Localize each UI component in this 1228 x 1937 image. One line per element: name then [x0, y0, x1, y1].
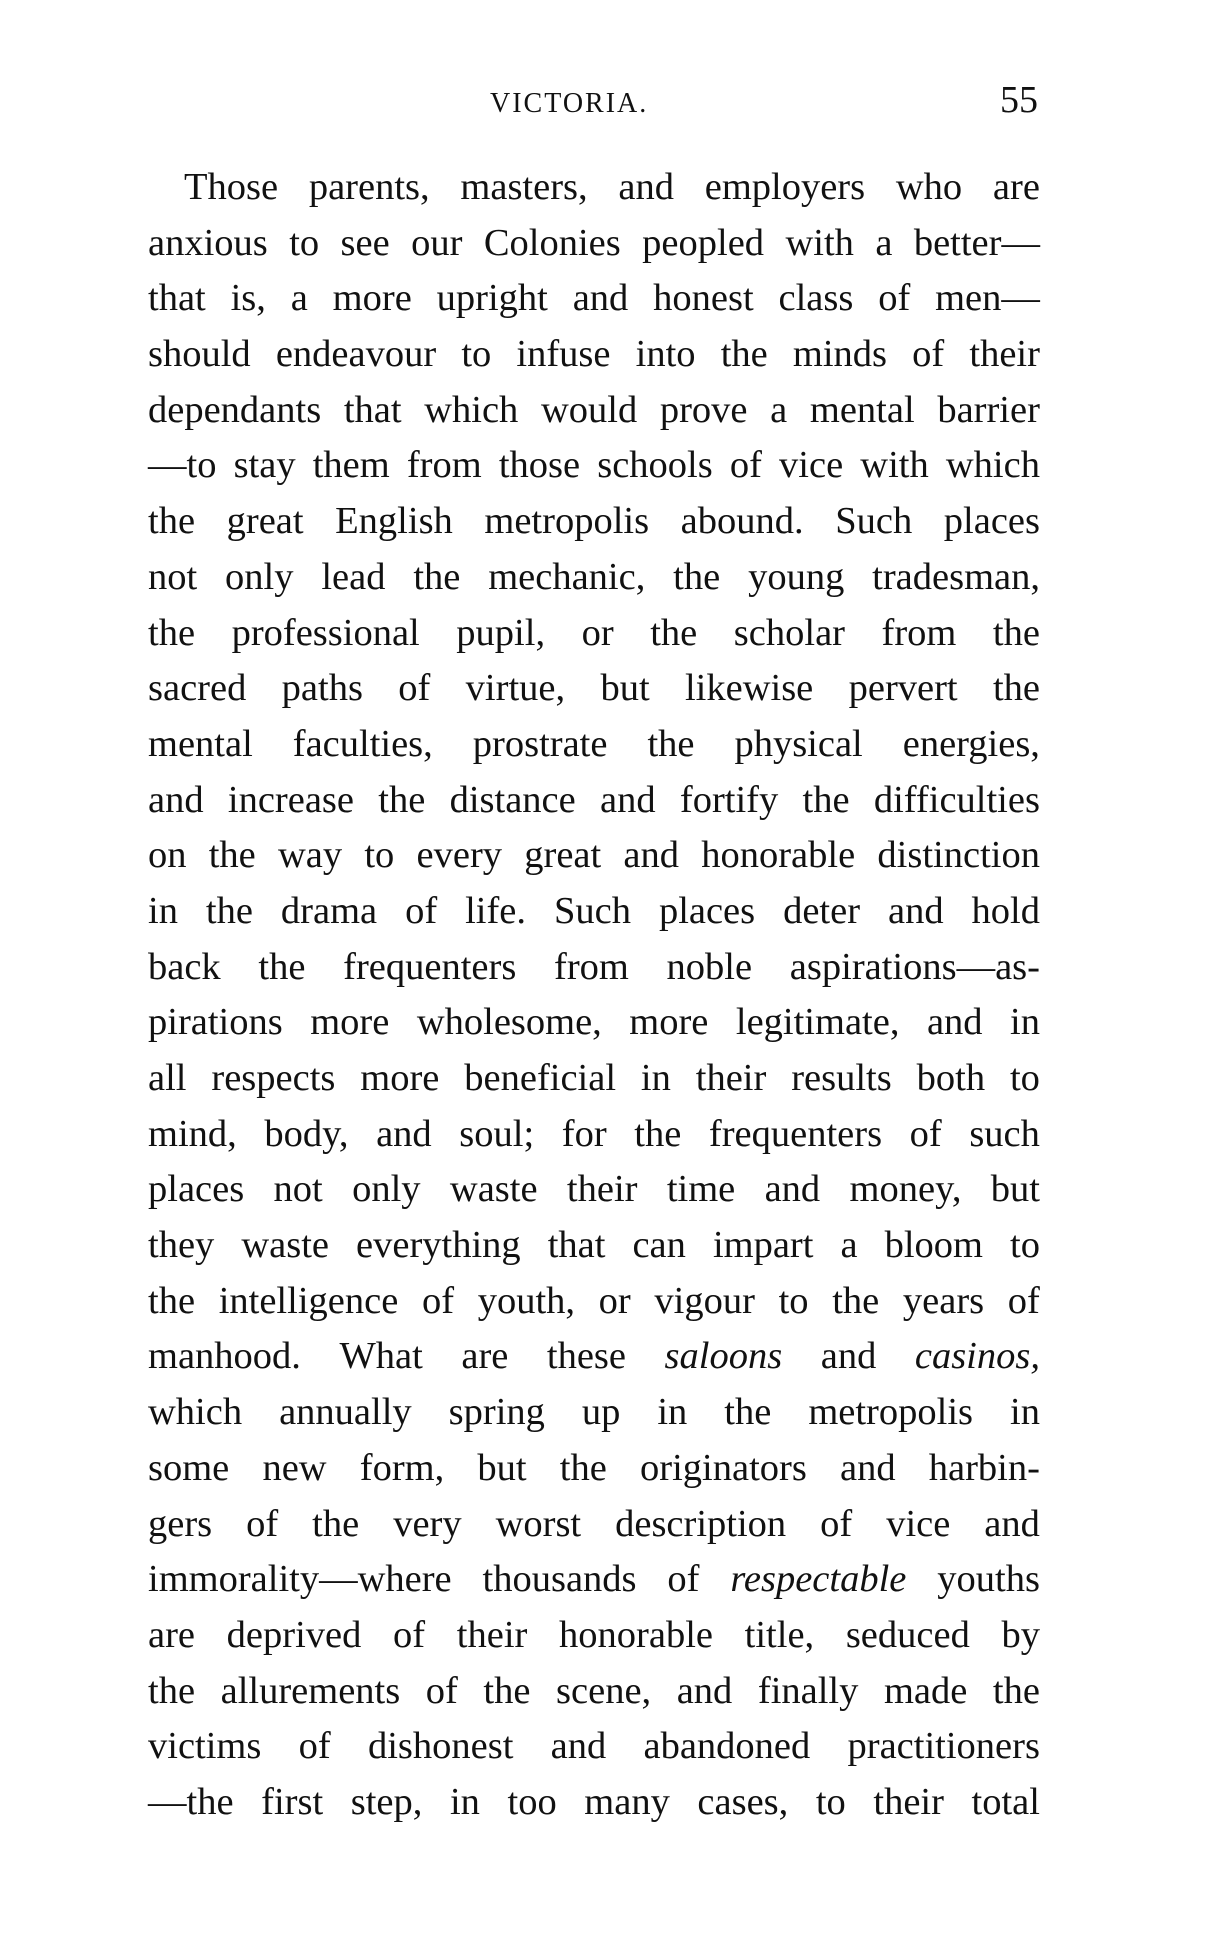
word: parents, [308, 166, 430, 208]
word: vigour [654, 1279, 755, 1322]
word: the [378, 778, 426, 821]
text-line [148, 940, 1040, 996]
word: step, [350, 1780, 423, 1823]
word: a [875, 221, 893, 264]
text-line [148, 216, 1040, 272]
word: that [148, 277, 206, 320]
word: sacred [148, 667, 247, 710]
word: of [421, 1279, 455, 1322]
word: and [926, 1001, 983, 1044]
word: employers [704, 166, 866, 208]
text-line [148, 1051, 1040, 1107]
word: pervert [848, 667, 958, 710]
word: would [540, 388, 638, 431]
word: more [332, 277, 412, 320]
word: not [273, 1168, 323, 1211]
word: only [352, 1168, 421, 1211]
word: the [148, 500, 196, 543]
text-line [148, 1775, 1040, 1831]
word: are [992, 166, 1040, 208]
word: Such [835, 500, 913, 543]
word: made [883, 1669, 968, 1712]
word: their [456, 1613, 528, 1656]
word: hold [971, 889, 1040, 932]
word: both [916, 1057, 986, 1099]
word: a [770, 388, 788, 431]
word: deter [783, 889, 861, 932]
word: minds [792, 333, 888, 376]
word: to [1010, 1224, 1040, 1267]
text-line [148, 995, 1040, 1051]
word: the [650, 611, 698, 654]
text-line [148, 1441, 1040, 1497]
word: difficulties [873, 778, 1040, 821]
word: spring [448, 1391, 545, 1434]
word: casinos, [914, 1335, 1040, 1378]
word: new [262, 1446, 327, 1489]
word: infuse [516, 333, 611, 376]
page-number: 55 [1000, 79, 1038, 121]
word: of [820, 1502, 853, 1545]
word: barrier [937, 388, 1040, 431]
word: the [647, 722, 695, 765]
word: the [148, 611, 196, 654]
text-line [148, 828, 1040, 884]
word: scene, [556, 1669, 652, 1712]
word: of [729, 444, 762, 487]
text-line [148, 383, 1040, 439]
word: title, [744, 1613, 815, 1656]
word: thousands [482, 1558, 637, 1601]
word: our [411, 221, 463, 264]
word: the [992, 667, 1040, 710]
word: virtue, [465, 667, 566, 710]
word: annually [279, 1391, 412, 1434]
text-line [148, 1329, 1040, 1385]
text-line [148, 1497, 1040, 1553]
word: is, [230, 277, 266, 320]
word: and [550, 1725, 607, 1768]
word: distance [449, 778, 576, 821]
word: honest [653, 277, 754, 320]
word: faculties, [292, 722, 433, 765]
word: the [720, 333, 768, 376]
word: mechanic, [488, 555, 646, 598]
word: endeavour [275, 333, 437, 376]
word: that [343, 388, 402, 431]
text-line [148, 1218, 1040, 1274]
word: youths [937, 1558, 1040, 1601]
text-line [148, 1274, 1040, 1330]
word: mental [809, 388, 915, 431]
text-line [148, 494, 1040, 550]
word: pupil, [456, 611, 546, 654]
word: which [148, 1391, 243, 1434]
word: that [547, 1224, 606, 1267]
word: anxious [148, 221, 268, 264]
word: of [909, 1112, 942, 1155]
word: more [310, 1001, 390, 1044]
word: should [148, 333, 251, 376]
text-line [148, 661, 1040, 717]
word: men— [935, 277, 1040, 320]
word: Such [553, 889, 631, 932]
word: everything [356, 1224, 521, 1267]
word: more [629, 1001, 709, 1044]
word: lead [321, 555, 386, 598]
word: youth, [477, 1279, 576, 1322]
word: and [618, 166, 674, 208]
word: of [912, 333, 945, 376]
text-line [148, 884, 1040, 940]
word: frequenters [708, 1112, 883, 1155]
word: waste [449, 1168, 538, 1211]
word: of [425, 1669, 458, 1712]
word: great [226, 500, 304, 543]
text-line [148, 327, 1040, 383]
word: beneficial [464, 1057, 617, 1099]
word: energies, [902, 722, 1040, 765]
word: the [258, 945, 306, 988]
word: —the [148, 1780, 234, 1823]
word: originators [640, 1446, 807, 1489]
word: class [778, 277, 854, 320]
word: results [791, 1057, 892, 1099]
word: great [524, 834, 602, 877]
word: can [632, 1224, 686, 1267]
word: honorable [701, 834, 856, 877]
word: which [424, 388, 519, 431]
word: only [225, 555, 294, 598]
word: paths [281, 667, 363, 710]
word: legitimate, [735, 1001, 900, 1044]
word: and [623, 834, 680, 877]
word: to [364, 834, 395, 877]
word: the [802, 778, 850, 821]
word: body, [264, 1112, 349, 1155]
word: Colonies [483, 221, 621, 264]
word: prostrate [472, 722, 608, 765]
word: drama [280, 889, 378, 932]
word: such [969, 1112, 1040, 1155]
word: to [778, 1279, 809, 1322]
word: to [1009, 1057, 1040, 1099]
word: victims [148, 1725, 262, 1768]
word: increase [227, 778, 354, 821]
word: them [312, 444, 390, 487]
word: see [340, 221, 390, 264]
word: the [148, 1669, 196, 1712]
word: metropolis [484, 500, 650, 543]
word: fortify [679, 778, 779, 821]
word: and [888, 889, 944, 932]
word: into [635, 333, 696, 376]
word: from [881, 611, 957, 654]
word: noble [666, 945, 753, 988]
word: aspirations—as- [789, 945, 1040, 988]
word: of [298, 1725, 331, 1768]
word: and [764, 1168, 821, 1211]
word: form, [359, 1446, 445, 1489]
word: metropolis [808, 1391, 974, 1434]
word: but [477, 1446, 527, 1489]
word: scholar [733, 611, 845, 654]
word: places [658, 889, 756, 932]
word: practitioners [847, 1725, 1040, 1768]
word: their [695, 1057, 767, 1099]
word: from [406, 444, 482, 487]
word: money, [849, 1168, 962, 1211]
word: of [667, 1558, 700, 1601]
word: tradesman, [872, 555, 1040, 598]
word: their [969, 333, 1040, 376]
word: the [992, 611, 1040, 654]
word: up [581, 1391, 621, 1434]
word: to [289, 221, 320, 264]
word: too [507, 1780, 557, 1823]
text-line [148, 550, 1040, 606]
word: the [208, 834, 256, 877]
word: distinction [877, 834, 1040, 877]
word: life. [465, 889, 527, 932]
word: and [376, 1112, 432, 1155]
text-line [148, 160, 1040, 216]
word: impart [712, 1224, 814, 1267]
word: English [335, 500, 453, 543]
word: those [498, 444, 581, 487]
word: every [416, 834, 503, 877]
word: dependants [148, 388, 322, 431]
word: and [820, 1335, 877, 1378]
word: abandoned [643, 1725, 811, 1768]
word: of [878, 277, 911, 320]
word: very [393, 1502, 462, 1545]
word: likewise [684, 667, 814, 710]
word: of [246, 1502, 279, 1545]
word: Those [184, 166, 279, 208]
word: soul; [459, 1112, 535, 1155]
word: dishonest [367, 1725, 514, 1768]
word: mental [148, 722, 253, 765]
word: immorality—where [148, 1558, 452, 1601]
word: their [873, 1780, 944, 1823]
word: or [581, 611, 614, 654]
word: some [148, 1446, 230, 1489]
word: in [640, 1057, 671, 1099]
word: the [205, 889, 253, 932]
word: better— [913, 221, 1040, 264]
word: masters, [460, 166, 588, 208]
text-line [148, 606, 1040, 662]
word: What [339, 1335, 423, 1378]
word: with [785, 221, 854, 264]
word: to [815, 1780, 846, 1823]
word: description [615, 1502, 787, 1545]
word: with [860, 444, 929, 487]
word: upright [436, 277, 548, 320]
word: finally [757, 1669, 859, 1712]
text-line [148, 1107, 1040, 1163]
word: deprived [226, 1613, 362, 1656]
text-line [148, 1162, 1040, 1218]
word: —to [148, 444, 217, 487]
word: of [405, 889, 438, 932]
word: gers [148, 1502, 213, 1545]
text-line [148, 773, 1040, 829]
text-line [148, 1664, 1040, 1720]
word: in [449, 1780, 480, 1823]
word: intelligence [218, 1279, 399, 1322]
word: of [393, 1613, 426, 1656]
word: a [290, 277, 308, 320]
word: the [413, 555, 461, 598]
word: allurements [220, 1669, 401, 1712]
word: and [984, 1502, 1040, 1545]
word: pirations [148, 1001, 283, 1044]
word: their [566, 1168, 638, 1211]
word: and [600, 778, 656, 821]
word: the [634, 1112, 682, 1155]
text-line [148, 1552, 1040, 1608]
word: seduced [845, 1613, 970, 1656]
word: the [312, 1502, 360, 1545]
word: first [261, 1780, 324, 1823]
word: for [561, 1112, 607, 1155]
text-line [148, 717, 1040, 773]
word: young [748, 555, 845, 598]
word: frequenters [343, 945, 517, 988]
body-text [148, 160, 1040, 1831]
word: manhood. [148, 1335, 301, 1378]
word: respectable [730, 1558, 907, 1601]
word: professional [231, 611, 420, 654]
word: they [148, 1224, 215, 1267]
word: total [971, 1780, 1040, 1823]
word: the [832, 1279, 880, 1322]
word: and [572, 277, 629, 320]
text-line [148, 271, 1040, 327]
word: the [724, 1391, 772, 1434]
word: but [600, 667, 650, 710]
word: not [148, 555, 198, 598]
text-line [148, 1719, 1040, 1775]
word: many [584, 1780, 670, 1823]
word: in [657, 1391, 688, 1434]
text-line [148, 1385, 1040, 1441]
word: but [990, 1168, 1040, 1211]
word: wholesome, [416, 1001, 602, 1044]
word: saloons [664, 1335, 783, 1378]
word: of [398, 667, 431, 710]
word: the [559, 1446, 607, 1489]
word: the [673, 555, 721, 598]
word: way [277, 834, 343, 877]
word: of [1007, 1279, 1040, 1322]
word: stay [233, 444, 296, 487]
word: cases, [697, 1780, 789, 1823]
word: to [461, 333, 492, 376]
word: back [148, 945, 221, 988]
word: these [546, 1335, 626, 1378]
word: time [666, 1168, 736, 1211]
word: in [1010, 1391, 1040, 1434]
word: harbin- [928, 1446, 1040, 1489]
word: a [840, 1224, 858, 1267]
word: the [483, 1669, 531, 1712]
word: on [148, 834, 187, 877]
word: mind, [148, 1112, 237, 1155]
word: years [902, 1279, 985, 1322]
word: and [676, 1669, 733, 1712]
word: who [895, 166, 963, 208]
text-line [148, 438, 1040, 494]
word: respects [211, 1057, 336, 1099]
word: places [943, 500, 1040, 543]
word: vice [886, 1502, 951, 1545]
word: more [360, 1057, 440, 1099]
word: are [148, 1613, 195, 1656]
word: which [945, 444, 1040, 487]
word: worst [495, 1502, 582, 1545]
word: the [148, 1279, 196, 1322]
word: physical [734, 722, 863, 765]
word: vice [779, 444, 844, 487]
word: the [992, 1669, 1040, 1712]
word: places [148, 1168, 245, 1211]
word: honorable [559, 1613, 713, 1656]
word: prove [659, 388, 748, 431]
word: peopled [642, 221, 765, 264]
running-title: VICTORIA. [490, 88, 649, 119]
word: and [148, 778, 204, 821]
word: in [1010, 1001, 1040, 1044]
text-line [148, 1608, 1040, 1664]
word: bloom [884, 1224, 983, 1267]
word: all [148, 1057, 187, 1099]
word: and [840, 1446, 896, 1489]
word: or [598, 1279, 631, 1322]
word: schools [597, 444, 713, 487]
word: are [461, 1335, 509, 1378]
word: in [148, 889, 178, 932]
word: abound. [680, 500, 804, 543]
word: from [554, 945, 629, 988]
word: by [1001, 1613, 1040, 1656]
word: waste [241, 1224, 329, 1267]
